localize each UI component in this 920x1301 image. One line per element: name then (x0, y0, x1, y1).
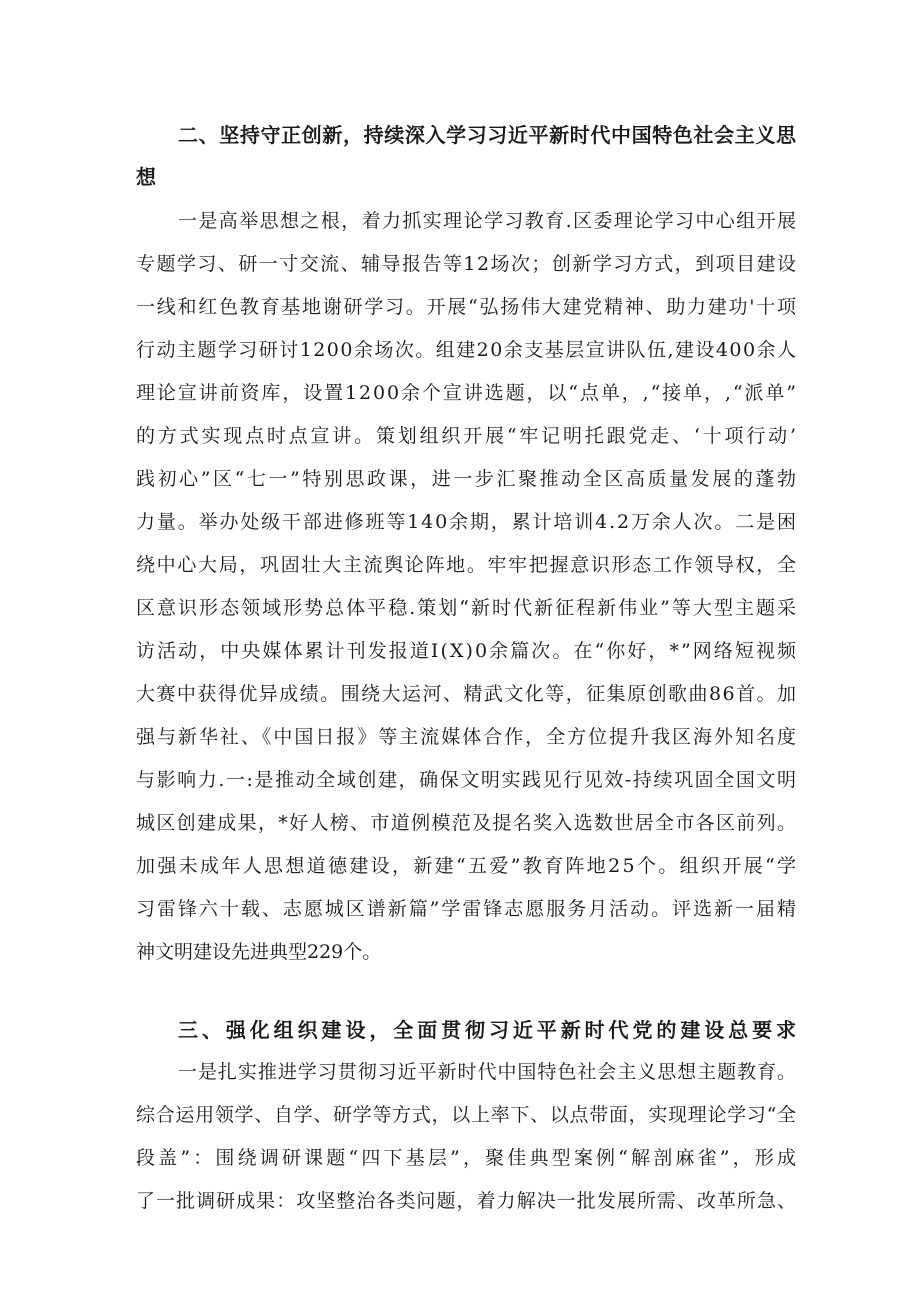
section-2-paragraph-line-6: 的方式实现点时点宣讲。策划组织开展“牢记明托跟党走、‘十项行动’ (136, 425, 799, 447)
section-2-paragraph-line-8: 力量。举办处级干部进修班等140余期，累计培训4.2万余人次。二是困 (136, 511, 798, 533)
section-3-paragraph-line-3: 段盖”：围绕调研课题“四下基层”，聚佳典型案例“解剖麻雀”，形成 (136, 1147, 800, 1169)
section-2-paragraph-line-15: 城区创建成果，*好人榜、市道例模范及提名奖入选数世居全市各区前列。 (136, 812, 798, 834)
section-2-heading-line-1: 二、坚持守正创新，持续深入学习习近平新时代中国特色社会主义思 (178, 123, 797, 147)
section-2-paragraph-line-14: 与影响力.一:是推动全域创建，确保文明实践见行见效-持续巩固全国文明 (136, 769, 798, 791)
section-2-paragraph-line-12: 大赛中获得优异成绩。围绕大运河、精武文化等，征集原创歌曲86首。加 (136, 683, 798, 705)
section-2-paragraph-line-1: 一是高举思想之根，着力抓实理论学习教育.区委理论学习中心组开展 (178, 210, 798, 232)
section-2-paragraph-line-7: 践初心”区“七一”特别思政课，进一步汇聚推动全区高质量发展的蓬勃 (136, 468, 799, 490)
section-3-paragraph-line-4: 了一批调研成果：攻坚整治各类问题，着力解决一批发展所需、改革所急、 (136, 1190, 798, 1212)
section-3-paragraph-line-2: 综合运用领学、自学、研学等方式，以上率下、以点带面，实现理论学习“全 (136, 1104, 797, 1126)
section-2-paragraph-line-17: 习雷锋六十载、志愿城区谱新篇”学雷锋志愿服务月活动。评选新一届精 (136, 898, 798, 920)
section-2-paragraph-line-3: 一线和红色教育基地谢研学习。开展“弘扬伟大建党精神、助力建功'十项 (136, 296, 798, 318)
section-2-paragraph-line-2: 专题学习、研一寸交流、辅导报告等12场次；创新学习方式，到项目建设 (136, 253, 798, 275)
section-2-paragraph-line-11: 访活动，中央媒体累计刊发报道I(X)0余篇次。在“你好，*”网络短视频 (136, 640, 799, 662)
section-2-paragraph-line-4: 行动主题学习研讨1200余场次。组建20余支基层宣讲队伍,建设400余人 (136, 339, 798, 361)
section-3-heading: 三、强化组织建设，全面贯彻习近平新时代党的建设总要求 (178, 1018, 800, 1042)
section-2-paragraph-line-10: 区意识形态领域形势总体平稳.策划“新时代新征程新伟业”等大型主题采 (136, 597, 799, 619)
section-2-paragraph-line-13: 强与新华社、《中国日报》等主流媒体合作，全方位提升我区海外知名度 (136, 726, 798, 748)
section-2-paragraph-line-5: 理论宣讲前资库，设置1200余个宣讲选题，以“点单，,“接单，,“派单” (136, 382, 798, 404)
section-3-paragraph-line-1: 一是扎实推进学习贯彻习近平新时代中国特色社会主义思想主题教育。 (178, 1061, 797, 1083)
section-2-paragraph-line-9: 绕中心大局，巩固壮大主流舆论阵地。牢牢把握意识形态工作领导权，全 (136, 554, 798, 576)
section-2-paragraph-line-18: 神文明建设先进典型229个。 (136, 941, 382, 963)
section-2-heading-line-2: 想 (136, 165, 156, 189)
section-2-paragraph-line-16: 加强未成年人思想道德建设，新建“五爱”教育阵地25个。组织开展“学 (136, 855, 799, 877)
